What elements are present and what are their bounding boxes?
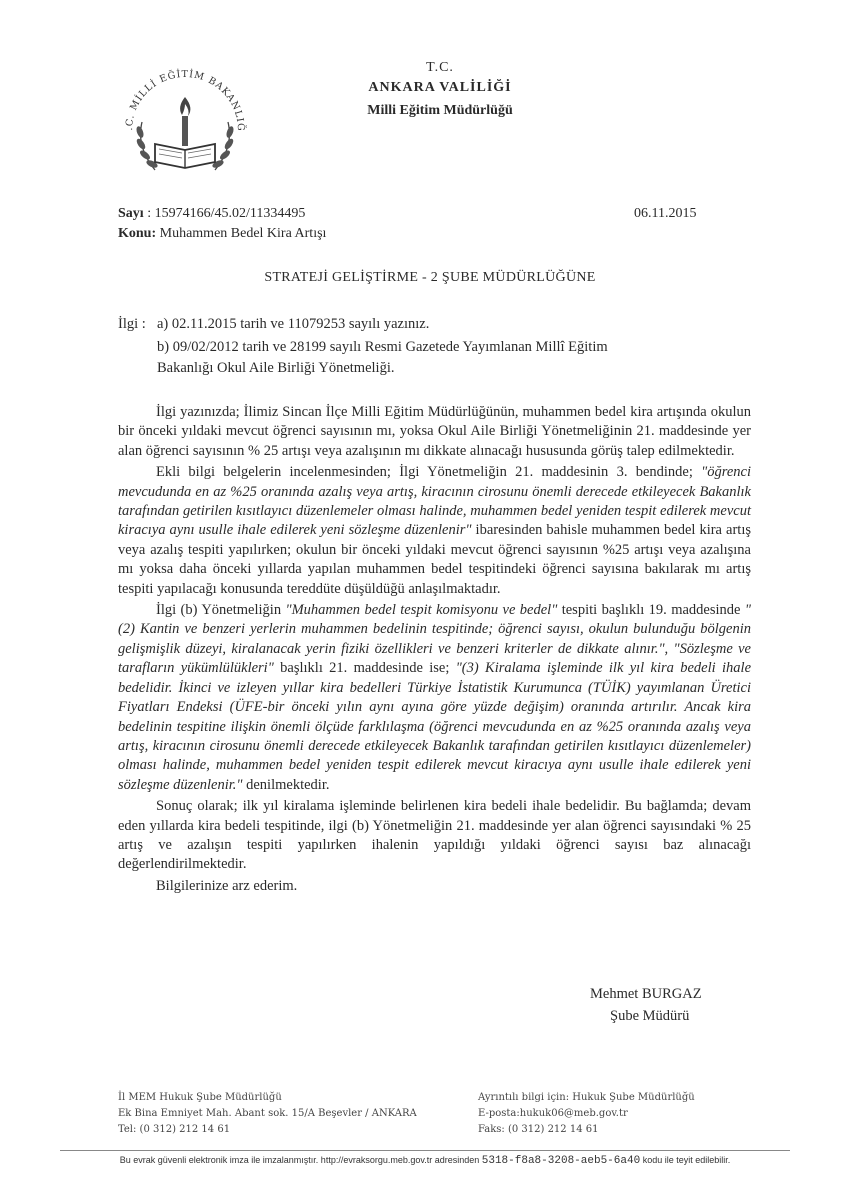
ministry-seal-logo [110, 52, 260, 202]
paragraph-3-text-d: denilmektedir. [242, 776, 330, 793]
paragraph-3-text-c: başlıklı 21. maddesinde ise; [273, 660, 456, 677]
ilgi-b-line1: b) 09/02/2012 tarih ve 28199 sayılı Resmi Gazetede Yayımlanan Millî Eğitim [157, 339, 608, 355]
footer-email: E-posta:hukuk06@meb.gov.tr [478, 1108, 628, 1119]
paragraph-3-quote-2: "(2) Kantin ve benzeri yerlerin muhammen bedelinin tespitinde; öğrenci sayısı, okulun bulunduğu bölgenin gelişmişlik düzeyi, kiralanacak yerin fiziki özellikleri ve benzeri kriterler de dikkate alınır.", "Sözleşme ve tarafların yükümlülükleri" [118, 602, 751, 677]
footer-right [478, 1090, 695, 1138]
recipient-line: STRATEJİ GELİŞTİRME - 2 ŞUBE MÜDÜRLÜĞÜNE [264, 270, 596, 285]
paragraph-3-quote-1: "Muhammen bedel tespit komisyonu ve bedel" [285, 602, 558, 619]
paragraph-2 [118, 463, 751, 599]
ilgi-a: a) 02.11.2015 tarih ve 11079253 sayılı yazınız. [157, 316, 430, 332]
footer-fax: Faks: (0 312) 212 14 61 [478, 1124, 599, 1135]
paragraph-4: Sonuç olarak; ilk yıl kiralama işleminde belirlenen kira bedeli ihale bedelidir. Bu bağlamda; devam eden yıllarda kira bedeli tespitinde, ilgi (b) Yönetmeliğin 21. maddesinde yer alan öğrenci sayısındaki % 25 artış ve azalışın tespiti yapılırken ihalenin yapıldığı yıldaki öğrenci sayısı baz alınacağı değerlendirilmektedir. [118, 798, 751, 873]
footer-contact-info: Ayrıntılı bilgi için: Hukuk Şube Müdürlüğü [478, 1092, 695, 1103]
paragraph-1: İlgi yazınızda; İlimiz Sincan İlçe Milli Eğitim Müdürlüğünün, muhammen bedel kira artışında okulun bir önceki yıldaki mevcut öğrenci sayısının mı, yoksa Okul Aile Birliği Yönetmeliğinin 21. maddesinde yer alan öğrenci sayısının % 25 artışı veya azalışının mı dikkate alınacağı hususunda görüş talep edilmektedir. [118, 404, 751, 459]
header-country: T.C. [426, 60, 454, 75]
signatory-title: Şube Müdürü [610, 1008, 690, 1024]
paragraph-2-text-b: ibaresinden bahisle muhammen bedel kira artış veya azalış tespiti yapılırken; okulun bir önceki yıldaki mevcut öğrenci sayısının %25 artışı veya azalışına mı yoksa daha önceki yıllarda yapılan muhammen bedel tespitindeki öğrenci sayısına bakılarak mı artış tespiti yapılacağı konusunda tereddüte düşüldüğü anlaşılmaktadır. [118, 522, 751, 597]
konu-value: Muhammen Bedel Kira Artışı [159, 226, 327, 241]
e-signature-verification [60, 1155, 790, 1167]
verification-prefix: Bu evrak güvenli elektronik imza ile imzalanmıştır. http://evraksorgu.meb.gov.tr adresinden [119, 1155, 480, 1165]
letter-body [118, 403, 751, 896]
paragraph-5: Bilgilerinize arz ederim. [156, 877, 298, 894]
footer-left [118, 1090, 417, 1138]
sayi-value: : 15974166/45.02/11334495 [147, 206, 306, 221]
verification-suffix: kodu ile teyit edilebilir. [642, 1155, 731, 1165]
signatory-name: Mehmet BURGAZ [590, 986, 702, 1002]
footer-divider [60, 1150, 790, 1151]
footer-phone: Tel: (0 312) 212 14 61 [118, 1124, 231, 1135]
ilgi-b-line2: Bakanlığı Okul Aile Birliği Yönetmeliği. [157, 360, 395, 376]
paragraph-2-quote: "öğrenci mevcudunda en az %25 oranında azalış veya artış, kiracının cirosunu önemli derecede etkileyecek Bakanlık tarafından getirilen kısıtlayıcı düzenlemeler olması halinde, muhammen bedel yeniden tespit edilerek mevcut kiracıya aynı usulle ihale edilerek yeni sözleşme düzenlenir" [118, 464, 751, 539]
sayi-line [118, 206, 305, 222]
verification-code: 5318-f8a8-3208-aeb5-6a40 [481, 1155, 641, 1167]
sayi-label: Sayı [118, 206, 144, 221]
paragraph-3-text-b: tespiti başlıklı 19. maddesinde [557, 602, 745, 619]
paragraph-3 [118, 601, 751, 795]
footer-address: Ek Bina Emniyet Mah. Abant sok. 15/A Beşevler / ANKARA [118, 1108, 417, 1119]
ilgi-label: İlgi : [118, 316, 146, 332]
paragraph-2-text-a: Ekli bilgi belgelerin incelenmesinden; İlgi Yönetmeliğin 21. maddesinin 3. bendinde; [156, 464, 702, 481]
paragraph-3-text-a: İlgi (b) Yönetmeliğin [156, 602, 286, 619]
svg-text:T.C. MİLLİ EĞİTİM BAKANLIĞI: .C. MİLLİ EĞİTİM BAKANLIĞ [123, 68, 247, 132]
document-date: 06.11.2015 [634, 206, 697, 221]
paragraph-3-quote-3: "(3) Kiralama işleminde ilk yıl kira bedeli ihale bedelidir. İkinci ve izleyen yıllar kira bedelleri Türkiye İstatistik Kurumunca (TÜİK) yayımlanan Üretici Fiyatları Endeksi (ÜFE-bir önceki yılın aynı ayına göre yüzde değişim) oranında artırılır. Ancak kira bedelinin tespitine ilişkin önemli ölçüde farklılaşma (öğrenci mevcudunda en az %25 oranında azalış veya artış, kiracının cirosunu önemli derecede etkileyecek Bakanlık tarafından getirilen kısıtlayıcı düzenlemeler) olması halinde, muhammen bedel yeniden tespit edilerek mevcut kiracıya aynı usulle ihale edilerek yeni sözleşme düzenlenir." [118, 660, 751, 793]
konu-label: Konu: [118, 226, 157, 241]
konu-line [118, 226, 326, 242]
footer-unit: İl MEM Hukuk Şube Müdürlüğü [118, 1092, 282, 1103]
header-directorate: Milli Eğitim Müdürlüğü [367, 103, 513, 118]
header-governorship: ANKARA VALİLİĞİ [368, 80, 512, 95]
